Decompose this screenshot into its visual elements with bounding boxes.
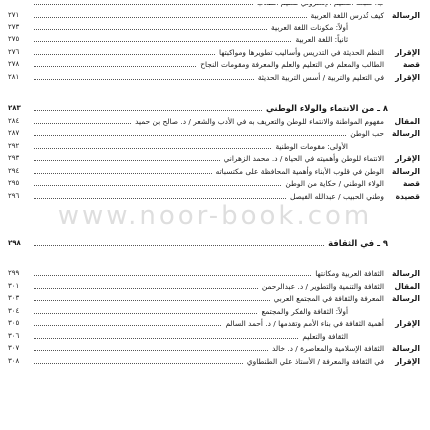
toc-page-number: ٢٧٦ — [8, 48, 20, 56]
toc-row — [8, 318, 422, 329]
toc-row — [8, 191, 422, 202]
toc-page-number: ٣٠٨ — [8, 357, 20, 365]
toc-page-number: ٢٧١ — [8, 11, 20, 19]
dot-leader — [34, 198, 286, 199]
toc-category: المقال — [394, 282, 420, 291]
toc-section-heading — [8, 103, 422, 114]
toc-title: ٩ ـ في الثقافة — [328, 238, 388, 248]
toc-row — [8, 166, 422, 177]
dot-leader — [34, 79, 254, 80]
toc-row — [8, 343, 422, 354]
dot-leader — [34, 173, 212, 174]
toc-title: وطني الحبيب / عبدالله الفيصل — [289, 192, 384, 201]
toc-title: الوطن في قلوب الأبناء وأهمية المحافظة على مكتسباته — [215, 167, 384, 176]
dot-leader — [34, 17, 307, 18]
toc-title: الثقافة والتنمية والتطوير / د. عبدالرحمن — [261, 282, 384, 291]
toc-title: الولاء الوطني / حكاية من الوطن — [285, 179, 384, 188]
dot-leader — [34, 300, 270, 301]
toc-row — [8, 72, 422, 83]
page-top-edge — [0, 0, 430, 4]
toc-row — [8, 128, 422, 139]
toc-row — [8, 331, 422, 342]
toc-row — [8, 306, 422, 317]
toc-title: كيف تُدرس اللغة العربية — [310, 11, 384, 20]
toc-page-number: ٢٩٤ — [8, 167, 20, 175]
dot-leader — [34, 275, 311, 276]
toc-row — [8, 59, 422, 70]
toc-row — [8, 141, 422, 152]
toc-title: في الثقافة والمعرفة / الأستاذ علي الطنطاوي — [246, 357, 384, 366]
toc-category: المقال — [394, 117, 420, 126]
toc-row — [8, 153, 422, 164]
toc-page-number: ٢٩٢ — [8, 142, 20, 150]
watermark: www.noor-book.com — [57, 201, 373, 231]
toc-title: أولاً: الثقافة والفكر والمجتمع — [261, 307, 348, 316]
dot-leader — [34, 110, 262, 111]
dot-leader — [34, 66, 196, 67]
toc-title: الثقافة الإسلامية والمعاصرة / د. خالد — [271, 344, 384, 353]
toc-page-number: ٢٨٣ — [8, 104, 21, 112]
toc-category: الرسالة — [392, 129, 420, 138]
toc-title: ثانياً: اللغة العربية — [295, 35, 348, 44]
dot-leader — [34, 288, 258, 289]
toc-category: الرسالة — [392, 269, 420, 278]
toc-page-number: ٣٠٤ — [8, 307, 20, 315]
dot-leader — [34, 54, 215, 55]
dot-leader — [34, 29, 267, 30]
toc-title: الثقافة والتعليم — [302, 332, 348, 341]
toc-category: الإقرار — [395, 48, 420, 57]
toc-title: النظم الحديثة في التدريس وأساليب تطويرها ومواكبتها — [218, 48, 384, 57]
dot-leader — [34, 325, 221, 326]
toc-page-number: ٢٨٧ — [8, 129, 20, 137]
toc-category: الإقرار — [395, 73, 420, 82]
toc-title: الطالب والمعلم في التعليم والعلم والمعرفة ومقومات النجاح — [200, 60, 384, 69]
dot-leader — [34, 4, 253, 5]
toc-page-number: ٣٠٥ — [8, 319, 20, 327]
dot-leader — [34, 135, 346, 136]
toc-title: الأولى: مقومات الوطنية — [275, 142, 348, 151]
toc-page-number: ٣٠٣ — [8, 294, 20, 302]
toc-row — [8, 293, 422, 304]
toc-category: قصيدة — [395, 192, 420, 201]
toc-title: حب الوطن — [350, 129, 384, 138]
toc-row — [8, 178, 422, 189]
toc-category: قصة — [402, 60, 420, 69]
toc-category: الرسالة — [392, 11, 420, 20]
dot-leader — [34, 160, 220, 161]
toc-row — [8, 281, 422, 292]
toc-title: في التعليم والتربية / أسس التربية الحديثة — [257, 73, 384, 82]
toc-title: الانتماء للوطن وأهميته في الحياة / د. محمد الزهراني — [223, 154, 384, 163]
toc-category: الإقرار — [395, 154, 420, 163]
toc-page-number: ٣٠٦ — [8, 332, 20, 340]
toc-page-number: ٢٧٨ — [8, 60, 20, 68]
toc-category: الإقرار — [395, 319, 420, 328]
dot-leader — [34, 185, 281, 186]
dot-leader — [34, 41, 291, 42]
toc-page-number: ٣٠١ — [8, 282, 20, 290]
toc-category: الإقرار — [395, 357, 420, 366]
dot-leader — [34, 350, 268, 351]
dot-leader — [34, 313, 257, 314]
toc-page-number: ٣٠٧ — [8, 344, 20, 352]
toc-page-number: ٢٧٣ — [8, 23, 20, 31]
toc-row — [8, 10, 422, 21]
toc-row — [8, 268, 422, 279]
toc-row — [8, 356, 422, 367]
toc-section-heading — [8, 238, 422, 249]
dot-leader — [34, 123, 131, 124]
toc-title: ٨ ـ من الانتماء والولاء الوطني — [265, 103, 388, 113]
toc-page-number: ٢٨١ — [8, 73, 20, 81]
toc-category: الرسالة — [392, 344, 420, 353]
toc-page-number: ٢٩٣ — [8, 154, 20, 162]
toc-title: الثقافة العربية ومكانتها — [315, 269, 384, 278]
toc-row — [8, 22, 422, 33]
toc-page-number: ٢٨٤ — [8, 117, 20, 125]
dot-leader — [34, 148, 271, 149]
dot-leader — [34, 245, 324, 246]
toc-category: الرسالة — [392, 294, 420, 303]
toc-row — [8, 47, 422, 58]
toc-row — [8, 34, 422, 45]
toc-page-number: ٢٩٥ — [8, 179, 20, 187]
toc-category: الرسالة — [392, 167, 420, 176]
toc-row — [8, 116, 422, 127]
toc-page-number: ٢٧٥ — [8, 35, 20, 43]
toc-title: المعرفة والثقافة في المجتمع العربي — [273, 294, 384, 303]
toc-page-number: ٢٩٨ — [8, 239, 21, 247]
toc-category: قصة — [402, 179, 420, 188]
toc-title: مفهوم المواطنة والانتماء للوطن والتعريف به في الأدب والشعر / د. صالح بن حميد — [135, 117, 384, 126]
toc-page-number: ٢٩٦ — [8, 192, 20, 200]
toc-page-number: ٢٩٩ — [8, 269, 20, 277]
toc-title: أولاً: مكونات اللغة العربية — [271, 23, 348, 32]
dot-leader — [34, 363, 243, 364]
dot-leader — [34, 338, 298, 339]
toc-title: أهمية الثقافة في بناء الأمم وتقدمها / د. أحمد السالم — [225, 319, 384, 328]
